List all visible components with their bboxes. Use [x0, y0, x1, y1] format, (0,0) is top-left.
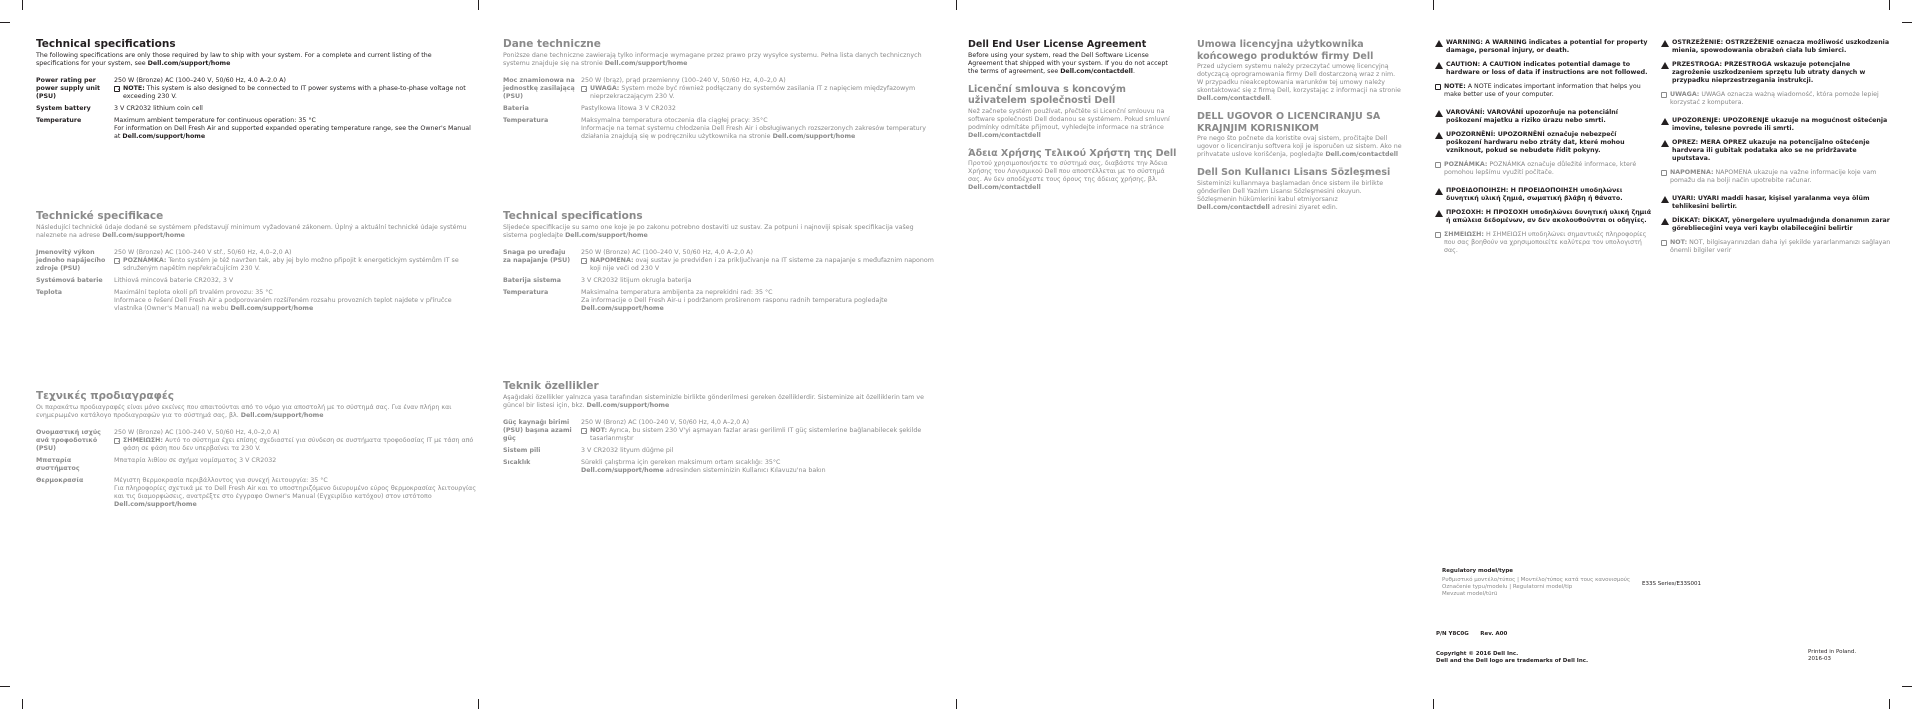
note-item: NAPOMENA: NAPOMENA ukazuje na važne informacije koje vam pomažu da na bolji način upotrebite računar. [1661, 169, 1891, 185]
contact-link[interactable]: Dell.com/contactdell [1197, 95, 1270, 102]
table-row: Sıcaklık Sürekli çalıştırma için gereken maksimum ortam sıcaklığı: 35°C Dell.com/support/home adresinden sisteminizin Kullanıcı Kılavuzu'na bakın [503, 459, 826, 474]
note-icon [1435, 162, 1441, 168]
section-title: Teknik özellikler [503, 380, 599, 392]
support-link[interactable]: Dell.com/support/home [565, 232, 648, 239]
table-row: Jmenovitý výkon jednoho napájecího zdroje (PSU) 250 W (Bronze) AC (100–240 V stř., 50/60 Hz, 4,0–2,0 A) POZNÁMKA: Tento systém je též navržen tak, aby jej bylo možno připojit k energetickým systémům IT se sdruženým napětím nepřekračujícím 230 V. [36, 249, 459, 272]
support-link[interactable]: Dell.com/support/home [147, 60, 231, 67]
crop-mark [0, 686, 10, 687]
table-row: Snaga po uređaju za napajanje (PSU) 250 W (Bronze) AC (100–240 V, 50/60 Hz, 4,0 A–2,0 A) NAPOMENA: ovaj sustav je predviđen i za priključivanje na IT sisteme za napajanje s međufaznim naponom koji nije veći od 230 V [503, 249, 934, 272]
license-block: DELL UGOVOR O LICENCIRANJU SA KRAJNJIM KORISNIKOM Pre nego što počnete da koristite ovaj sistem, pročitajte Dell ugovor o licenciranju softvera koji je isporučen uz sistem. Ako ne prihvatate uslove korišćenja, pogledajte Dell.com/contactdell [1197, 111, 1402, 158]
section-intro: Sljedeće specifikacije su samo one koje je po zakonu potrebno dostaviti uz sustav. Za potpuni i najnoviji spisak specifikacija vašeg sistema pogledajte Dell.com/support/home [503, 224, 914, 239]
license-column-left [968, 39, 1178, 200]
support-link[interactable]: Dell.com/support/home [772, 133, 856, 140]
warning-triangle-icon [1661, 140, 1669, 147]
crop-mark [22, 699, 23, 709]
warning-triangle-icon [1435, 40, 1443, 47]
note-icon [581, 258, 587, 264]
warning-item: VAROVÁNÍ: VAROVÁNÍ upozorňuje na potenciální poškození majetku a riziko úrazu nebo smrti. [1435, 109, 1653, 125]
note-icon [581, 86, 587, 92]
copyright: Copyright © 2016 Dell Inc. Dell and the Dell logo are trademarks of Dell Inc. [1436, 651, 1589, 664]
warnings-column-left [1435, 39, 1653, 261]
note-item: NOTE: A NOTE indicates important information that helps you make better use of your computer. [1435, 83, 1653, 99]
warning-item: UPOZORENJE: UPOZORENJE ukazuje na mogućnost oštećenja imovine, telesne povrede ili smrti. [1661, 117, 1891, 133]
table-row: Sistem pili 3 V CR2032 lityum düğme pil [503, 447, 674, 454]
crop-mark [1902, 22, 1912, 23]
psu-note: NOTE: This system is also designed to be connected to IT power systems with a phase-to-phase voltage not exceeding 230 V. [114, 85, 471, 101]
warning-triangle-icon [1661, 218, 1669, 225]
spec-section-tr [503, 380, 938, 479]
crop-mark [1889, 0, 1890, 10]
support-link[interactable]: Dell.com/support/home [604, 60, 688, 67]
section-title: Technical specifications [503, 210, 643, 222]
note-icon [581, 428, 587, 434]
warning-triangle-icon [1661, 196, 1669, 203]
table-row: Temperature Maximum ambient temperature for continuous operation: 35 °C For information on Dell Fresh Air and supported expanded operating temperature range, see the Owner's Manual at Dell.com/support/home [36, 117, 471, 140]
section-title: Technical specifications [36, 38, 176, 50]
warning-item: WARNING: A WARNING indicates a potential for property damage, personal injury, or death. [1435, 39, 1653, 55]
note-item: UWAGA: UWAGA oznacza ważną wiadomość, która pomoże lepiej korzystać z komputera. [1661, 91, 1891, 107]
section-title: Technické specifikace [36, 210, 164, 222]
crop-mark [1889, 699, 1890, 709]
spec-section-en [36, 38, 471, 145]
table-row: Baterija sistema 3 V CR2032 litijum okrugla baterija [503, 277, 692, 284]
warning-triangle-icon [1435, 62, 1443, 69]
note-icon [1661, 170, 1667, 176]
table-row: Teplota Maximální teplota okolí při trvalém provozu: 35 °C Informace o řešení Dell Fresh Air a podporovaném rozšířeném rozsahu provozních teplot najdete v příručce vlastníka (Owner's Manual) na webu Dell.com/support/home [36, 289, 452, 312]
contact-link[interactable]: Dell.com/contactdell [1197, 203, 1270, 211]
support-link[interactable]: Dell.com/support/home [102, 232, 185, 239]
table-row: Θερμοκρασία Μέγιστη θερμοκρασία περιβάλλοντος για συνεχή λειτουργία: 35 °C Για πληροφορίες σχετικά με το Dell Fresh Air και το υποστηριζόμενο διευρυμένο εύρος θερμοκρασίας λειτουργίας και τις διαμορφώσεις, ανατρέξτε στο έγγραφο Owner's Manual (Εγχειρίδιο κατόχου) στον ιστότοπο Dell.com/support/home [36, 477, 477, 508]
fold-mark [956, 699, 957, 709]
license-block: Umowa licencyjna użytkownika końcowego produktów firmy Dell Przed użyciem systemu należy przeczytać umowę licencyjną dotyczącą oprogramowania firmy Dell dostarczoną wraz z nim. W przypadku nieakceptowania warunków tej umowy należy skontaktować się z firmą Dell, korzystając z informacji na stronie Dell.com/contactdell. [1197, 39, 1401, 102]
warning-triangle-icon [1435, 110, 1443, 117]
table-row: Bateria Pastylkowa litowa 3 V CR2032 [503, 105, 676, 112]
note-icon [114, 438, 120, 444]
spec-section-hr [503, 210, 938, 317]
crop-mark [22, 0, 23, 10]
table-row: Temperatura Maksymalna temperatura otoczenia dla ciągłej pracy: 35°C Informacje na temat systemu chłodzenia Dell Fresh Air i obsługiwanych rozszerzonych zakresów temperatury działania znajdują się w podręczniku użytkownika na stronie Dell.com/support/home [503, 117, 926, 140]
warning-triangle-icon [1661, 62, 1669, 69]
spec-table [36, 77, 471, 145]
fold-mark [478, 0, 479, 10]
section-intro: The following specifications are only those required by law to ship with your system. For a complete and current listing of the specifications for your system, see Dell.com/support/home [36, 52, 432, 67]
support-link[interactable]: Dell.com/support/home [581, 305, 664, 312]
spec-table [503, 77, 938, 145]
warning-item: UYARI: UYARI maddi hasar, kişisel yaralanma veya ölüm tehlikesini belirtir. [1661, 195, 1891, 211]
license-block: Dell Son Kullanıcı Lisans Sözleşmesi Sisteminizi kullanmaya başlamadan önce sistem ile birlikte gönderilen Dell Yazılım Lisansı Sözleşmesini okuyun. Sözleşmenin hükümlerini kabul etmiyorsanız Dell.com/contactdell adresini ziyaret edin. [1197, 167, 1391, 211]
table-row: Ονομαστική ισχύς ανά τροφοδοτικό (PSU) 250 W (Bronze) AC (100–240 V, 50/60 Hz, 4,0–2,0 A) ΣΗΜΕΙΩΣΗ: Αυτό το σύστημα έχει επίσης σχεδιαστεί για σύνδεση σε συστήματα τροφοδοσίας IT με τάση από φάση σε φάση που δεν υπερβαίνει τα 230 V. [36, 429, 474, 452]
part-number: P/N Y8C0G Rev. A00 [1436, 631, 1508, 637]
section-title: Τεχνικές προδιαγραφές [36, 390, 174, 402]
warning-item: OSTRZEŻENIE: OSTRZEŻENIE oznacza możliwość uszkodzenia mienia, spowodowania obrażeń ciała lub śmierci. [1661, 39, 1891, 55]
warning-triangle-icon [1435, 132, 1443, 139]
warning-triangle-icon [1435, 210, 1443, 217]
fold-mark [1433, 0, 1434, 10]
regulatory-model: E33S Series/E33S001 [1642, 581, 1701, 587]
fold-mark [478, 699, 479, 709]
warning-item: OPREZ: MERA OPREZ ukazuje na potencijalno oštećenje hardvera ili gubitak podataka ako se ne pridržavate uputstava. [1661, 139, 1891, 163]
note-item: NOT: NOT, bilgisayarınızdan daha iyi şekilde yararlanmanızı sağlayan önemli bilgiler verir [1661, 239, 1891, 255]
section-intro: Οι παρακάτω προδιαγραφές είναι μόνο εκείνες που απαιτούνται από το νόμο για αποστολή με το σύστημά σας. Για έναν πλήρη και ενημερωμένο κατάλογο προδιαγραφών για το σύστημά σας, βλ. Dell.com/support/home [36, 404, 452, 419]
warning-triangle-icon [1661, 40, 1669, 47]
fold-mark [956, 0, 957, 10]
warning-item: CAUTION: A CAUTION indicates potential damage to hardware or loss of data if instructions are not followed. [1435, 61, 1653, 77]
note-icon [114, 86, 120, 92]
license-block: Dell End User License Agreement Before using your system, read the Dell Software License Agreement that shipped with your system. If you do not accept the terms of agreement, see Dell.com/contactdell. [968, 39, 1168, 75]
print-info: Printed in Poland. 2016-03 [1808, 649, 1857, 662]
fold-mark [1433, 699, 1434, 709]
section-title: Dane techniczne [503, 38, 601, 50]
note-icon [1661, 240, 1667, 246]
note-icon [1435, 232, 1441, 238]
support-link[interactable]: Dell.com/support/home [114, 501, 197, 508]
regulatory-block: Regulatory model/type Ρυθμιστικό μοντέλο/τύπος | Μοντέλο/τύπος κατά τους κανονισμούς Označenie typu/modelu | Regulatorni model/tip Mevzuat model/türü E33S Series/E33S001 [1442, 568, 1701, 597]
table-row: Μπαταρία συστήματος Μπαταρία λιθίου σε σχήμα νομίσματος 3 V CR2032 [36, 457, 277, 472]
contact-link[interactable]: Dell.com/contactdell [1060, 67, 1133, 75]
table-row: Systémová baterie Lithiová mincová baterie CR2032, 3 V [36, 277, 234, 284]
warning-item: UPOZORNĚNÍ: UPOZORNĚNÍ označuje nebezpečí poškození hardwaru nebo ztráty dat, které mohou vzniknout, pokud se nebudete řídit pokyny. [1435, 131, 1653, 155]
warning-item: PRZESTROGA: PRZESTROGA wskazuje potencjalne zagrożenie uszkodzeniem sprzętu lub utraty danych w przypadku nieprzestrzegania instrukcji. [1661, 61, 1891, 85]
warnings-column-right [1661, 39, 1891, 261]
support-link[interactable]: Dell.com/support/home [230, 305, 314, 312]
support-link[interactable]: Dell.com/support/home [581, 467, 664, 474]
contact-link[interactable]: Dell.com/contactdell [968, 184, 1041, 191]
spec-section-cs [36, 210, 471, 317]
spec-table [503, 249, 938, 317]
section-intro: Následující technické údaje dodané se systémem představují minimum vyžadované zákonem. Úplný a aktuální technické údaje systému naleznete na adrese Dell.com/support/home [36, 224, 467, 239]
spec-section-pl [503, 38, 938, 145]
note-item: POZNÁMKA: POZNÁMKA označuje důležité informace, které pomohou lepšímu využití počítače. [1435, 161, 1653, 177]
warning-triangle-icon [1435, 188, 1443, 195]
support-link[interactable]: Dell.com/support/home [122, 133, 206, 140]
note-icon [1661, 92, 1667, 98]
spec-section-el [36, 390, 476, 513]
crop-mark [0, 22, 10, 23]
section-intro: Aşağıdaki özellikler yalnızca yasa tarafından sisteminizle birlikte gönderilmesi gereken özelliklerdir. Sisteminize ait özelliklerin tam ve güncel bir listesi için, bkz. Dell.com/support/home [503, 394, 924, 409]
section-intro: Poniższe dane techniczne zawierają tylko informacje wymagane przez prawo przy wysyłce systemu. Pełna lista danych technicznych systemu znajduje się na stronie Dell.com/support/home [503, 52, 922, 67]
table-row: Temperatura Maksimalna temperatura ambijenta za neprekidni rad: 35 °C Za informacije o Dell Fresh Air-u i podržanom proširenom rasponu radnih temperatura pogledajte Dell.com/support/home [503, 289, 888, 312]
table-row: Güç kaynağı birimi (PSU) başına azami güç 250 W (Bronz) AC (100–240 V, 50/60 Hz, 4,0 A–2,0 A) NOT: Ayrıca, bu sistem 230 V'yi aşmayan fazlar arası gerilimli IT güç sistemlerine bağlanabilecek şekilde tasarlanmıştır [503, 419, 922, 442]
spec-table [36, 429, 476, 513]
table-row: Moc znamionowa na jednostkę zasilającą (PSU) 250 W (brąz), prąd przemienny (100–240 V, 50/60 Hz, 4,0–2,0 A) UWAGA: System może być również podłączany do systemów zasilania IT z napięciem międzyfazowym nieprzekraczającym 230 V. [503, 77, 916, 100]
note-icon [1435, 84, 1441, 90]
warning-item: ΠΡΟΣΟΧΗ: Η ΠΡΟΣΟΧΗ υποδηλώνει δυνητική υλική ζημιά ή απώλεια δεδομένων, αν δεν ακολουθούνται οι οδηγίες. [1435, 209, 1653, 225]
spec-table [36, 249, 471, 317]
license-block: Licenční smlouva s koncovým uživatelem společnosti Dell Než začnete systém používat, přečtěte si Licenční smlouvu na software společnosti Dell dodanou se systémem. Pokud smluvní podmínky odmítáte přijmout, vyhledejte informace na stránce Dell.com/contactdell [968, 83, 1170, 139]
table-row: System battery 3 V CR2032 lithium coin cell [36, 105, 203, 112]
contact-link[interactable]: Dell.com/contactdell [968, 131, 1041, 139]
license-block: Άδεια Χρήσης Τελικού Χρήστη της Dell Προτού χρησιμοποιήσετε το σύστημά σας, διαβάστε την Άδεια Χρήσης του Λογισμικού Dell που αποστέλλεται με το σύστημά σας. Αν δεν αποδέχεστε τους όρους της άδειας χρήσης, βλ. Dell.com/contactdell [968, 147, 1177, 191]
table-row: Power rating per power supply unit (PSU) 250 W (Bronze) AC (100–240 V, 50/60 Hz, 4.0 A–2.0 A) NOTE: This system is also designed to be connected to IT power systems with a phase-to-phase voltage not exceeding 230 V. [36, 77, 471, 105]
note-item: ΣΗΜΕΙΩΣΗ: Η ΣΗΜΕΙΩΣΗ υποδηλώνει σημαντικές πληροφορίες που σας βοηθούν να χρησιμοποιείτε καλύτερα τον υπολογιστή σας. [1435, 231, 1653, 255]
note-icon [114, 258, 120, 264]
spec-table [503, 419, 938, 479]
warning-item: DİKKAT: DİKKAT, yönergelere uyulmadığında donanımın zarar göreblieceğini veya veri kaybı olabileceğini belirtir [1661, 217, 1891, 233]
support-link[interactable]: Dell.com/support/home [240, 412, 324, 419]
license-column-right [1197, 39, 1402, 220]
warning-triangle-icon [1661, 118, 1669, 125]
contact-link[interactable]: Dell.com/contactdell [1325, 151, 1399, 158]
support-link[interactable]: Dell.com/support/home [586, 402, 670, 409]
crop-mark [1902, 686, 1912, 687]
warning-item: ΠΡΟΕΙΔΟΠΟΙΗΣΗ: Η ΠΡΟΕΙΔΟΠΟΙΗΣΗ υποδηλώνει δυνητική υλική ζημιά, σωματική βλάβη ή θάνατο. [1435, 187, 1653, 203]
